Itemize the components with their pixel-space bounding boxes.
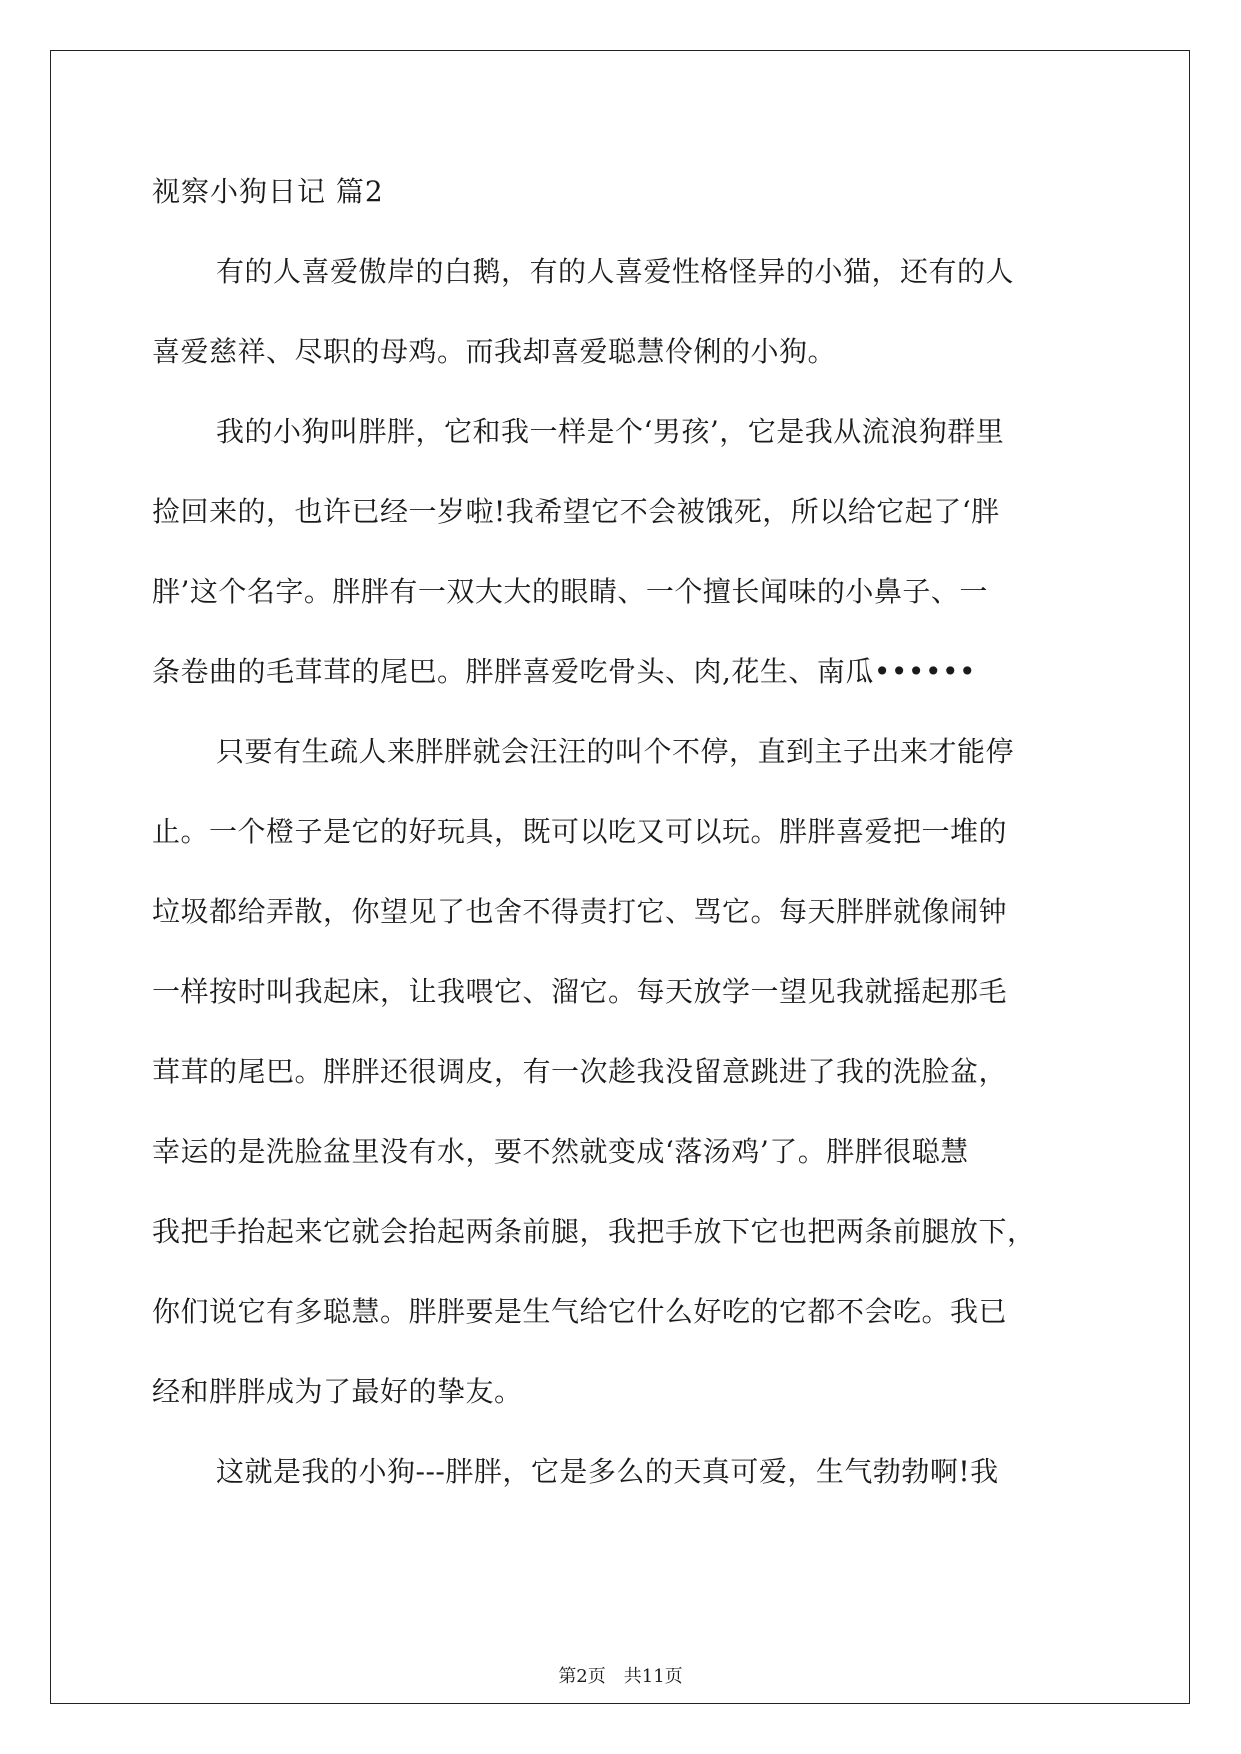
paragraph-3-line-5: 茸茸的尾巴。胖胖还很调皮，有一次趁我没留意跳进了我的洗脸盆， — [152, 1055, 1008, 1088]
paragraph-2-line-3: 胖’这个名字。胖胖有一双大大的眼睛、一个擅长闻味的小鼻子、一 — [152, 575, 988, 608]
paragraph-3-line-3: 垃圾都给弄散，你望见了也舍不得责打它、骂它。每天胖胖就像闹钟 — [152, 895, 1008, 928]
paragraph-3-line-9: 经和胖胖成为了最好的挚友。 — [152, 1375, 523, 1408]
page-number-footer: 第2页 共11页 — [558, 1666, 683, 1687]
paragraph-3-line-7: 我把手抬起来它就会抬起两条前腿，我把手放下它也把两条前腿放下， — [152, 1215, 1036, 1248]
paragraph-2-line-1: 我的小狗叫胖胖，它和我一样是个‘男孩’，它是我从流浪狗群里 — [216, 415, 1005, 448]
paragraph-3-line-4: 一样按时叫我起床，让我喂它、溜它。每天放学一望见我就摇起那毛 — [152, 975, 1008, 1008]
document-body — [152, 152, 1092, 1512]
paragraph-3-line-1: 只要有生疏人来胖胖就会汪汪的叫个不停，直到主子出来才能停 — [216, 735, 1015, 768]
paragraph-1-line-1: 有的人喜爱傲岸的白鹅，有的人喜爱性格怪异的小猫，还有的人 — [216, 255, 1015, 288]
paragraph-3-line-2: 止。一个橙子是它的好玩具，既可以吃又可以玩。胖胖喜爱把一堆的 — [152, 815, 1008, 848]
document-title: 视察小狗日记 篇2 — [152, 175, 384, 208]
paragraph-2-line-2: 捡回来的，也许已经一岁啦!我希望它不会被饿死，所以给它起了‘胖 — [152, 495, 1000, 528]
paragraph-3-line-6: 幸运的是洗脸盆里没有水，要不然就变成‘落汤鸡’了。胖胖很聪慧 — [152, 1135, 969, 1168]
paragraph-3-line-8: 你们说它有多聪慧。胖胖要是生气给它什么好吃的它都不会吃。我已 — [152, 1295, 1008, 1328]
paragraph-1-line-2: 喜爱慈祥、尽职的母鸡。而我却喜爱聪慧伶俐的小狗。 — [152, 335, 837, 368]
paragraph-2-line-4: 条卷曲的毛茸茸的尾巴。胖胖喜爱吃骨头、肉,花生、南瓜•••••• — [152, 655, 976, 688]
paragraph-4-line-1: 这就是我的小狗---胖胖，它是多么的天真可爱，生气勃勃啊!我 — [216, 1455, 999, 1488]
